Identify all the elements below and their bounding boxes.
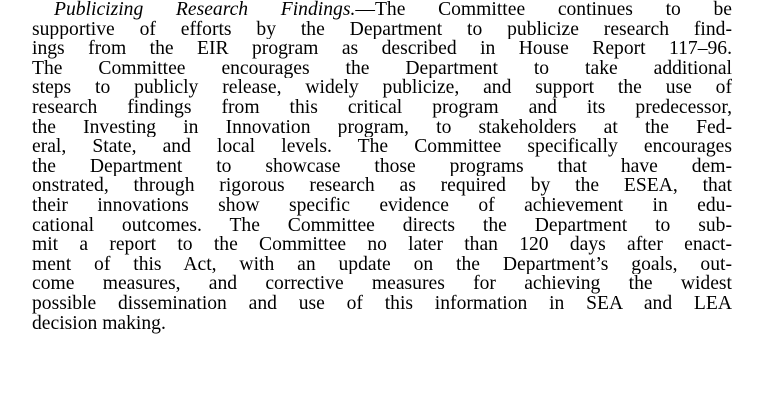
paragraph-line-5: steps to publicly release, widely publicize, and support the use of: [32, 78, 732, 98]
paragraph-line-2: supportive of efforts by the Department to publicize research find-: [32, 19, 732, 40]
paragraph-line-3: ings from the EIR program as described in House Report 117–96.: [32, 39, 732, 59]
paragraph-heading: Publicizing Research Findings.: [54, 0, 356, 20]
paragraph-line-13: mit a report to the Committee no later than 120 days after enact-: [32, 235, 732, 255]
paragraph-line-12: cational outcomes. The Committee directs the Department to sub-: [32, 215, 732, 236]
paragraph-line-17: decision making.: [32, 312, 166, 334]
paragraph-line-9: the Department to showcase those programs that have dem-: [32, 156, 732, 177]
paragraph-line-1: [32, 0, 732, 20]
paragraph-line-8: eral, State, and local levels. The Committee specifically encourages: [32, 137, 732, 157]
paragraph-line-14: ment of this Act, with an update on the Department’s goals, out-: [32, 254, 732, 275]
paragraph-line-7: the Investing in Innovation program, to stakeholders at the Fed-: [32, 117, 732, 138]
paragraph-line-10: onstrated, through rigorous research as required by the ESEA, that: [32, 176, 732, 196]
paragraph-line-4: The Committee encourages the Department to take additional: [32, 58, 732, 79]
line-text: The Committee continues to be: [374, 0, 732, 20]
paragraph-line-16: possible dissemination and use of this information in SEA and LEA: [32, 293, 732, 314]
paragraph-line-6: research findings from this critical program and its predecessor,: [32, 97, 732, 118]
paragraph-line-15: come measures, and corrective measures for achieving the widest: [32, 274, 732, 294]
paragraph: [32, 0, 732, 333]
paragraph-line-11: their innovations show specific evidence of achievement in edu-: [32, 195, 732, 216]
heading-dash: —: [355, 0, 375, 20]
